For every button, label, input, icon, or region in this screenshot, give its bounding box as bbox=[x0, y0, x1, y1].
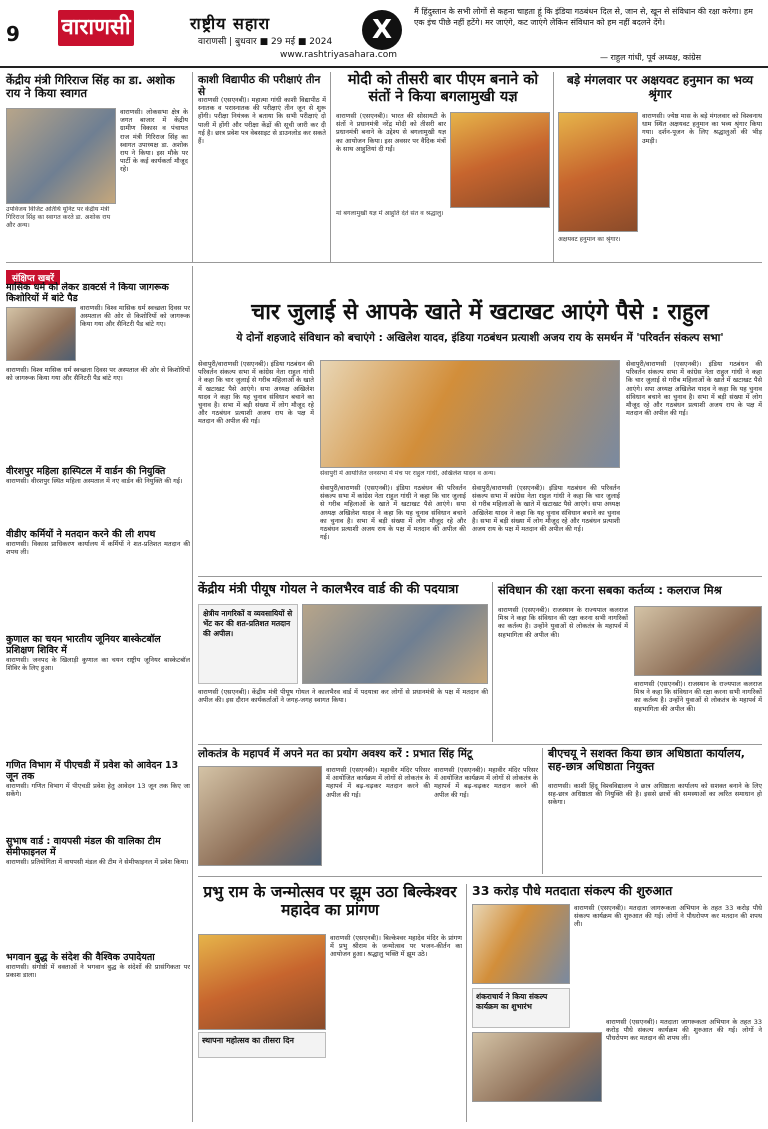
masthead-quote: मैं हिंदुस्तान के सभी लोगों से कहना चाहता हूं कि इंडिया गठबंधन दिल से, जान से, खून से संविधान की रक्षा करेगा। हम एक इंच पीछे नहीं हटेंगे। मर जाएंगे, कट जाएंगे लेकिन संविधान को हम नहीं बदलने देंगे। bbox=[414, 7, 753, 27]
brief-title: वीरशपुर महिला हास्पिटल में वार्डन की नियुक्ति bbox=[6, 466, 166, 477]
section-rule bbox=[6, 262, 762, 263]
brief-title: गणित विभाग में पीएचडी में प्रवेश को आवेदन 13 जून तक bbox=[6, 760, 179, 782]
headline-mittu: लोकतंत्र के महापर्व में अपने मत का प्रयोग अवश्य करें : प्रभात सिंह मिंटू bbox=[198, 748, 473, 760]
newspaper-logo: राष्ट्रीय सहारा bbox=[190, 14, 271, 33]
caption-ram: स्थापना महोत्सव का तीसरा दिन bbox=[202, 1036, 294, 1045]
lead-headline: चार जुलाई से आपके खाते में खटाखट आएंगे पैसे : राहुल bbox=[251, 300, 709, 325]
brief-body: वाराणसी। वीरशपुर स्थित महिला अस्पताल में नए वार्डन की नियुक्ति की गई। bbox=[6, 477, 183, 485]
headline-ram: प्रभु राम के जन्मोत्सव पर झूम उठा बिल्केश्वर महादेव का प्रांगण bbox=[203, 883, 457, 919]
lead-caption: सेवापुरी में आयोजित जनसभा में मंच पर राहुल गांधी, अखिलेश यादव व अन्य। bbox=[320, 470, 496, 477]
photo-vote-2 bbox=[472, 1032, 602, 1102]
brief-body: वाराणसी। विकास प्राधिकरण कार्यालय में कर्मियों ने शत-प्रतिशत मतदान की शपथ ली। bbox=[6, 540, 190, 557]
city-title: वाराणसी bbox=[58, 10, 134, 46]
headline-bhu: बीएचयू ने सशक्त किया छात्र अधिष्ठाता कार्यालय, सह-छात्र अधिष्ठाता नियुक्त bbox=[548, 747, 745, 773]
photo-giriraj bbox=[6, 108, 116, 204]
brief-body: वाराणसी। गणित विभाग में पीएचडी प्रवेश हेतु आवेदन 13 जून तक किए जा सकेंगे। bbox=[6, 782, 190, 799]
x-logo-icon: X bbox=[362, 10, 402, 50]
brief-title: सुभाष वार्ड : वायपसी मंडल की वालिका टीम सेमीफाइनल में bbox=[6, 836, 161, 858]
brief-title: मासिक धर्म को लेकर डाक्टर्स ने किया जागरूक किशोरियों में बांटे पैड bbox=[6, 282, 169, 304]
photo-goyal bbox=[302, 604, 488, 684]
page-number: 9 bbox=[6, 22, 20, 46]
headline-kalraj: संविधान की रक्षा करना सबका कर्तव्य : कलराज मिश्र bbox=[498, 583, 722, 597]
quote-attribution: — राहुल गांधी, पूर्व अध्यक्ष, कांग्रेस bbox=[600, 53, 702, 62]
brief-body: वाराणसी। प्रतियोगिता में वायपसी मंडल की टीम ने सेमीफाइनल में प्रवेश किया। bbox=[6, 858, 189, 866]
lead-body-4: सेवापुरी/वाराणसी (एसएनबी)। इंडिया गठबंधन की परिवर्तन संकल्प सभा में कांग्रेस नेता राहुल गांधी ने कहा कि चार जुलाई से गरीब महिलाओं के खाते में खटाखट पैसे आएंगे। सपा अध्यक्ष अखिलेश यादव ने कहा कि यह चुनाव संविधान बचाने का चुनाव है। सभा में बड़ी संख्या में लोग मौजूद रहे और गठबंधन प्रत्याशी अजय राय के पक्ष में मतदान की अपील की गई। bbox=[626, 360, 762, 418]
website-url[interactable]: www.rashtriyasahara.com bbox=[280, 50, 398, 60]
column-rule bbox=[492, 582, 493, 742]
headline-goyal: केंद्रीय मंत्री पीयूष गोयल ने कालभैरव वार्ड की की पदयात्रा bbox=[198, 581, 459, 596]
body-vote-2: वाराणसी (एसएनबी)। मतदाता जागरूकता अभियान के तहत 33 करोड़ पौधे संकल्प कार्यक्रम की शुरुआत की गई। लोगों ने पौधरोपण कर मतदान की शपथ ली। bbox=[606, 1018, 762, 1043]
column-rule bbox=[192, 72, 193, 262]
body-modi: वाराणसी (एसएनबी)। भारत की सोसायटी के संतों ने प्रधानमंत्री नरेंद्र मोदी को तीसरी बार प्रधानमंत्री बनाने के उद्देश्य से बगलामुखी यज्ञ का आयोजन किया। इस अवसर पर वैदिक मंत्रों के साथ आहुतियां दी गईं। bbox=[336, 112, 446, 153]
vote-box-text: शंकराचार्य ने किया संकल्प कार्यक्रम का शुभारंभ bbox=[476, 992, 548, 1011]
photo-vote bbox=[472, 904, 570, 984]
lead-body-1: सेवापुरी/वाराणसी (एसएनबी)। इंडिया गठबंधन की परिवर्तन संकल्प सभा में कांग्रेस नेता राहुल गांधी ने कहा कि चार जुलाई से गरीब महिलाओं के खाते में खटाखट पैसे आएंगे। सपा अध्यक्ष अखिलेश यादव ने कहा कि यह चुनाव संविधान बचाने का चुनाव है। सभा में बड़ी संख्या में लोग मौजूद रहे और गठबंधन प्रत्याशी अजय राय के पक्ष में मतदान की अपील की गई। bbox=[198, 360, 314, 426]
headline-giriraj: केंद्रीय मंत्री गिरिराज सिंह का डा. अशोक राय ने किया स्वागत bbox=[6, 73, 175, 101]
column-rule bbox=[466, 884, 467, 1122]
body-kashi: वाराणसी (एसएनबी)। महात्मा गांधी काशी विद्यापीठ में स्नातक व परास्नातक की परीक्षाएं तीन जून से शुरू होंगी। परीक्षा नियंत्रक ने बताया कि सभी परीक्षाएं दो पाली में होंगी और परीक्षा केंद्रों की सूची जारी कर दी गई है। छात्र प्रवेश पत्र वेबसाइट से डाउनलोड कर सकते हैं। bbox=[198, 96, 326, 146]
photo-rally bbox=[320, 360, 620, 468]
headline-modi: मोदी को तीसरी बार पीएम बनाने को संतों ने किया बगलामुखी यज्ञ bbox=[347, 72, 539, 105]
lead-subhead: ये दोनों शहजादे संविधान को बचाएंगे : अखिलेश यादव, इंडिया गठबंधन प्रत्याशी अजय राय के समर्थन में 'परिवर्तन संकल्प सभा' bbox=[236, 332, 724, 344]
body-ram: वाराणसी (एसएनबी)। बिल्केश्वर महादेव मंदिर के प्रांगण में प्रभु श्रीराम के जन्मोत्सव पर भजन-कीर्तन का आयोजन हुआ। श्रद्धालु भक्ति में झूम उठे। bbox=[330, 934, 462, 959]
body-kalraj: वाराणसी (एसएनबी)। राजस्थान के राज्यपाल कलराज मिश्र ने कहा कि संविधान की रक्षा करना सभी नागरिकों का कर्तव्य है। उन्होंने युवाओं से लोकतंत्र के महापर्व में सहभागिता की अपील की। bbox=[498, 606, 628, 639]
body-mittu-2: वाराणसी (एसएनबी)। महावीर मंदिर परिसर में आयोजित कार्यक्रम में लोगों से लोकतंत्र के महापर्व में बढ़-चढ़कर मतदान करने की अपील की गई। bbox=[434, 766, 538, 799]
caption-modi: मां बगलामुखी यज्ञ में आहुति देते संत व श्रद्धालु। bbox=[336, 210, 444, 217]
briefs-header: संक्षिप्त खबरें bbox=[6, 270, 60, 285]
column-rule bbox=[192, 266, 193, 1122]
headline-vote: 33 करोड़ पौधे मतदाता संकल्प की शुरुआत bbox=[472, 883, 673, 898]
body-hanuman: वाराणसी। ज्येष्ठ मास के बड़े मंगलवार को विश्वनाथ धाम स्थित अक्षयवट हनुमान का भव्य श्रृंगार किया गया। दर्शन-पूजन के लिए श्रद्धालुओं की भीड़ उमड़ी। bbox=[642, 112, 762, 145]
lead-body-2: सेवापुरी/वाराणसी (एसएनबी)। इंडिया गठबंधन की परिवर्तन संकल्प सभा में कांग्रेस नेता राहुल गांधी ने कहा कि चार जुलाई से गरीब महिलाओं के खाते में खटाखट पैसे आएंगे। सपा अध्यक्ष अखिलेश यादव ने कहा कि यह चुनाव संविधान बचाने का चुनाव है। सभा में बड़ी संख्या में लोग मौजूद रहे और गठबंधन प्रत्याशी अजय राय के पक्ष में मतदान की अपील की गई। bbox=[320, 484, 466, 542]
body-bhu: वाराणसी। काशी हिंदू विश्वविद्यालय ने छात्र अधिष्ठाता कार्यालय को सशक्त बनाने के लिए सह-छात्र अधिष्ठाता की नियुक्ति की है। इससे छात्रों की समस्याओं का त्वरित समाधान हो सकेगा। bbox=[548, 782, 762, 807]
headline-hanuman: बड़े मंगलवार पर अक्षयवट हनुमान का भव्य श्रृंगार bbox=[566, 73, 754, 101]
body-vote: वाराणसी (एसएनबी)। मतदाता जागरूकता अभियान के तहत 33 करोड़ पौधे संकल्प कार्यक्रम की शुरुआत की गई। लोगों ने पौधरोपण कर मतदान की शपथ ली। bbox=[574, 904, 762, 929]
caption-giriraj: उपविजय विजिट अतिथि यूनिट पर केंद्रीय मंत्री गिरिराज सिंह का स्वागत करते डा. अशोक राय और अन्य। bbox=[6, 206, 111, 229]
brief-filler: वाराणसी। विश्व मासिक धर्म स्वच्छता दिवस पर अस्पताल की ओर से किशोरियों को जागरूक किया गया और सैनिटरी पैड बांटे गए। bbox=[6, 366, 190, 383]
photo-mittu bbox=[198, 766, 322, 866]
photo-ram bbox=[198, 934, 326, 1030]
photo-brief bbox=[6, 307, 76, 361]
dateline: वाराणसी | बुधवार ■ 29 मई ■ 2024 bbox=[198, 37, 333, 47]
caption-goyal: क्षेत्रीय नागरिकों व व्यवसायियों से भेंट कर की शत-प्रतिशत मतदान की अपील। bbox=[203, 609, 293, 638]
column-rule bbox=[330, 72, 331, 262]
photo-hanuman bbox=[558, 112, 638, 232]
photo-kalraj bbox=[634, 606, 762, 676]
column-rule bbox=[553, 72, 554, 262]
caption-hanuman: अक्षयवट हनुमान का श्रृंगार। bbox=[558, 236, 621, 243]
headline-kashi: काशी विद्यापीठ की परीक्षाएं तीन से bbox=[198, 74, 321, 99]
body-kalraj-2: वाराणसी (एसएनबी)। राजस्थान के राज्यपाल कलराज मिश्र ने कहा कि संविधान की रक्षा करना सभी नागरिकों का कर्तव्य है। उन्होंने युवाओं से लोकतंत्र के महापर्व में सहभागिता की अपील की। bbox=[634, 680, 762, 713]
briefs-list bbox=[6, 282, 190, 1122]
body-mittu: वाराणसी (एसएनबी)। महावीर मंदिर परिसर में आयोजित कार्यक्रम में लोगों से लोकतंत्र के महापर्व में बढ़-चढ़कर मतदान करने की अपील की गई। bbox=[326, 766, 430, 799]
brief-title: कुणाल का चयन भारतीय जूनियर बास्केटबॉल प्रशिक्षण शिविर में bbox=[6, 634, 161, 656]
photo-yajna bbox=[450, 112, 550, 208]
section-rule bbox=[198, 876, 762, 877]
ram-caption-box bbox=[198, 1032, 326, 1058]
body-goyal: वाराणसी (एसएनबी)। केंद्रीय मंत्री पीयूष गोयल ने कालभैरव वार्ड में पदयात्रा कर लोगों से प्रधानमंत्री के पक्ष में मतदान की अपील की। इस दौरान कार्यकर्ताओं ने जगह-जगह स्वागत किया। bbox=[198, 688, 488, 705]
brief-body: वाराणसी। जनपद के खिलाड़ी कुणाल का चयन राष्ट्रीय जूनियर बास्केटबॉल शिविर के लिए हुआ। bbox=[6, 656, 190, 673]
brief-body: वाराणसी। संगोष्ठी में वक्ताओं ने भगवान बुद्ध के संदेशों की प्रासंगिकता पर प्रकाश डाला। bbox=[6, 963, 190, 980]
brief-title: भगवान बुद्ध के संदेश की वैश्विक उपादेयता bbox=[6, 952, 155, 963]
vote-highlight-box bbox=[472, 988, 570, 1028]
section-rule bbox=[198, 576, 762, 577]
lead-body-3: सेवापुरी/वाराणसी (एसएनबी)। इंडिया गठबंधन की परिवर्तन संकल्प सभा में कांग्रेस नेता राहुल गांधी ने कहा कि चार जुलाई से गरीब महिलाओं के खाते में खटाखट पैसे आएंगे। सपा अध्यक्ष अखिलेश यादव ने कहा कि यह चुनाव संविधान बचाने का चुनाव है। सभा में बड़ी संख्या में लोग मौजूद रहे और गठबंधन प्रत्याशी अजय राय के पक्ष में मतदान की अपील की गई। bbox=[472, 484, 620, 534]
masthead bbox=[0, 0, 768, 68]
section-rule bbox=[198, 744, 762, 745]
column-rule bbox=[542, 748, 543, 874]
brief-title: वीडीए कर्मियों ने मतदान करने की ली शपथ bbox=[6, 529, 156, 540]
body-giriraj: वाराणसी। लोकसभा क्षेत्र के जगत बाजार में केंद्रीय ग्रामीण विकास व पंचायत राज मंत्री गिरिराज सिंह का स्वागत उपाध्यक्ष डा. अशोक राय ने किया। इस मौके पर पार्टी के कई कार्यकर्ता मौजूद रहे। bbox=[120, 108, 188, 174]
brief-body: वाराणसी। विश्व मासिक धर्म स्वच्छता दिवस पर अस्पताल की ओर से किशोरियों को जागरूक किया गया और सैनिटरी पैड बांटे गए। bbox=[80, 304, 190, 329]
goyal-highlight-box bbox=[198, 604, 298, 684]
